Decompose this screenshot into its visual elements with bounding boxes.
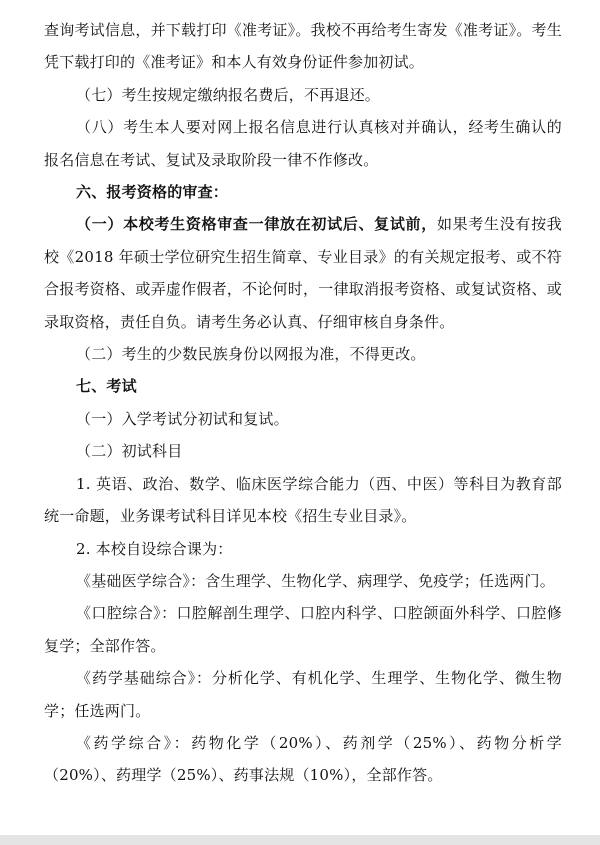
section-heading-6: 六、报考资格的审查： [76,183,229,202]
paragraph-pharmacy-comprehensive: 《药学综合》：药物化学（20%）、药剂学（25%）、药物分析学（20%）、药理学（25%）、药事法规（10%），全部作答。 [44,733,562,785]
paragraph-stomatology: 《口腔综合》：口腔解剖生理学、口腔内科学、口腔颌面外科学、口腔修复学；全部作答。 [44,604,562,655]
paragraph-exam-stages: （一）入学考试分初试和复试。 [76,409,289,428]
paragraph-self-set-courses: 2. 本校自设综合课为： [76,539,233,558]
bold-phrase: （一）本校考生资格审查一律放在初试后、复试前， [76,215,437,234]
paragraph-item-7: （七）考生按规定缴纳报名费后，不再退还。 [76,85,381,104]
paragraph-initial-subjects: （二）初试科目 [76,442,183,461]
page-bottom-edge [0,835,600,845]
paragraph-unified-subjects: 1. 英语、政治、数学、临床医学综合能力（西、中医）等科目为教育部统一命题，业务课考试科目详见本校《招生专业目录》。 [44,474,562,526]
paragraph-qualification-review [44,208,562,338]
paragraph-basic-medicine: 《基础医学综合》：含生理学、生物化学、病理学、免疫学；任选两门。 [76,571,555,590]
document-body [44,14,562,792]
paragraph-admission-ticket: 查询考试信息，并下载打印《准考证》。我校不再给考生寄发《准考证》。考生凭下载打印的《准考证》和本人有效身份证件参加初试。 [44,21,562,72]
section-heading-7: 七、考试 [76,377,137,396]
paragraph-pharmacy-basic: 《药学基础综合》：分析化学、有机化学、生理学、生物化学、微生物学；任选两门。 [44,669,562,720]
paragraph-text: 如果考生没有按我校《2018 年硕士学位研究生招生简章、专业目录》的有关规定报考、或不符合报考资格、或弄虚作假者，不论何时，一律取消报考资格、或复试资格、或录取资格，责任自负。请考生务必认真、仔细审核自身条件。 [44,215,562,331]
paragraph-item-8: （八）考生本人要对网上报名信息进行认真核对并确认，经考生确认的报名信息在考试、复试及录取阶段一律不作修改。 [44,118,562,169]
paragraph-ethnic-identity: （二）考生的少数民族身份以网报为准，不得更改。 [76,345,426,364]
